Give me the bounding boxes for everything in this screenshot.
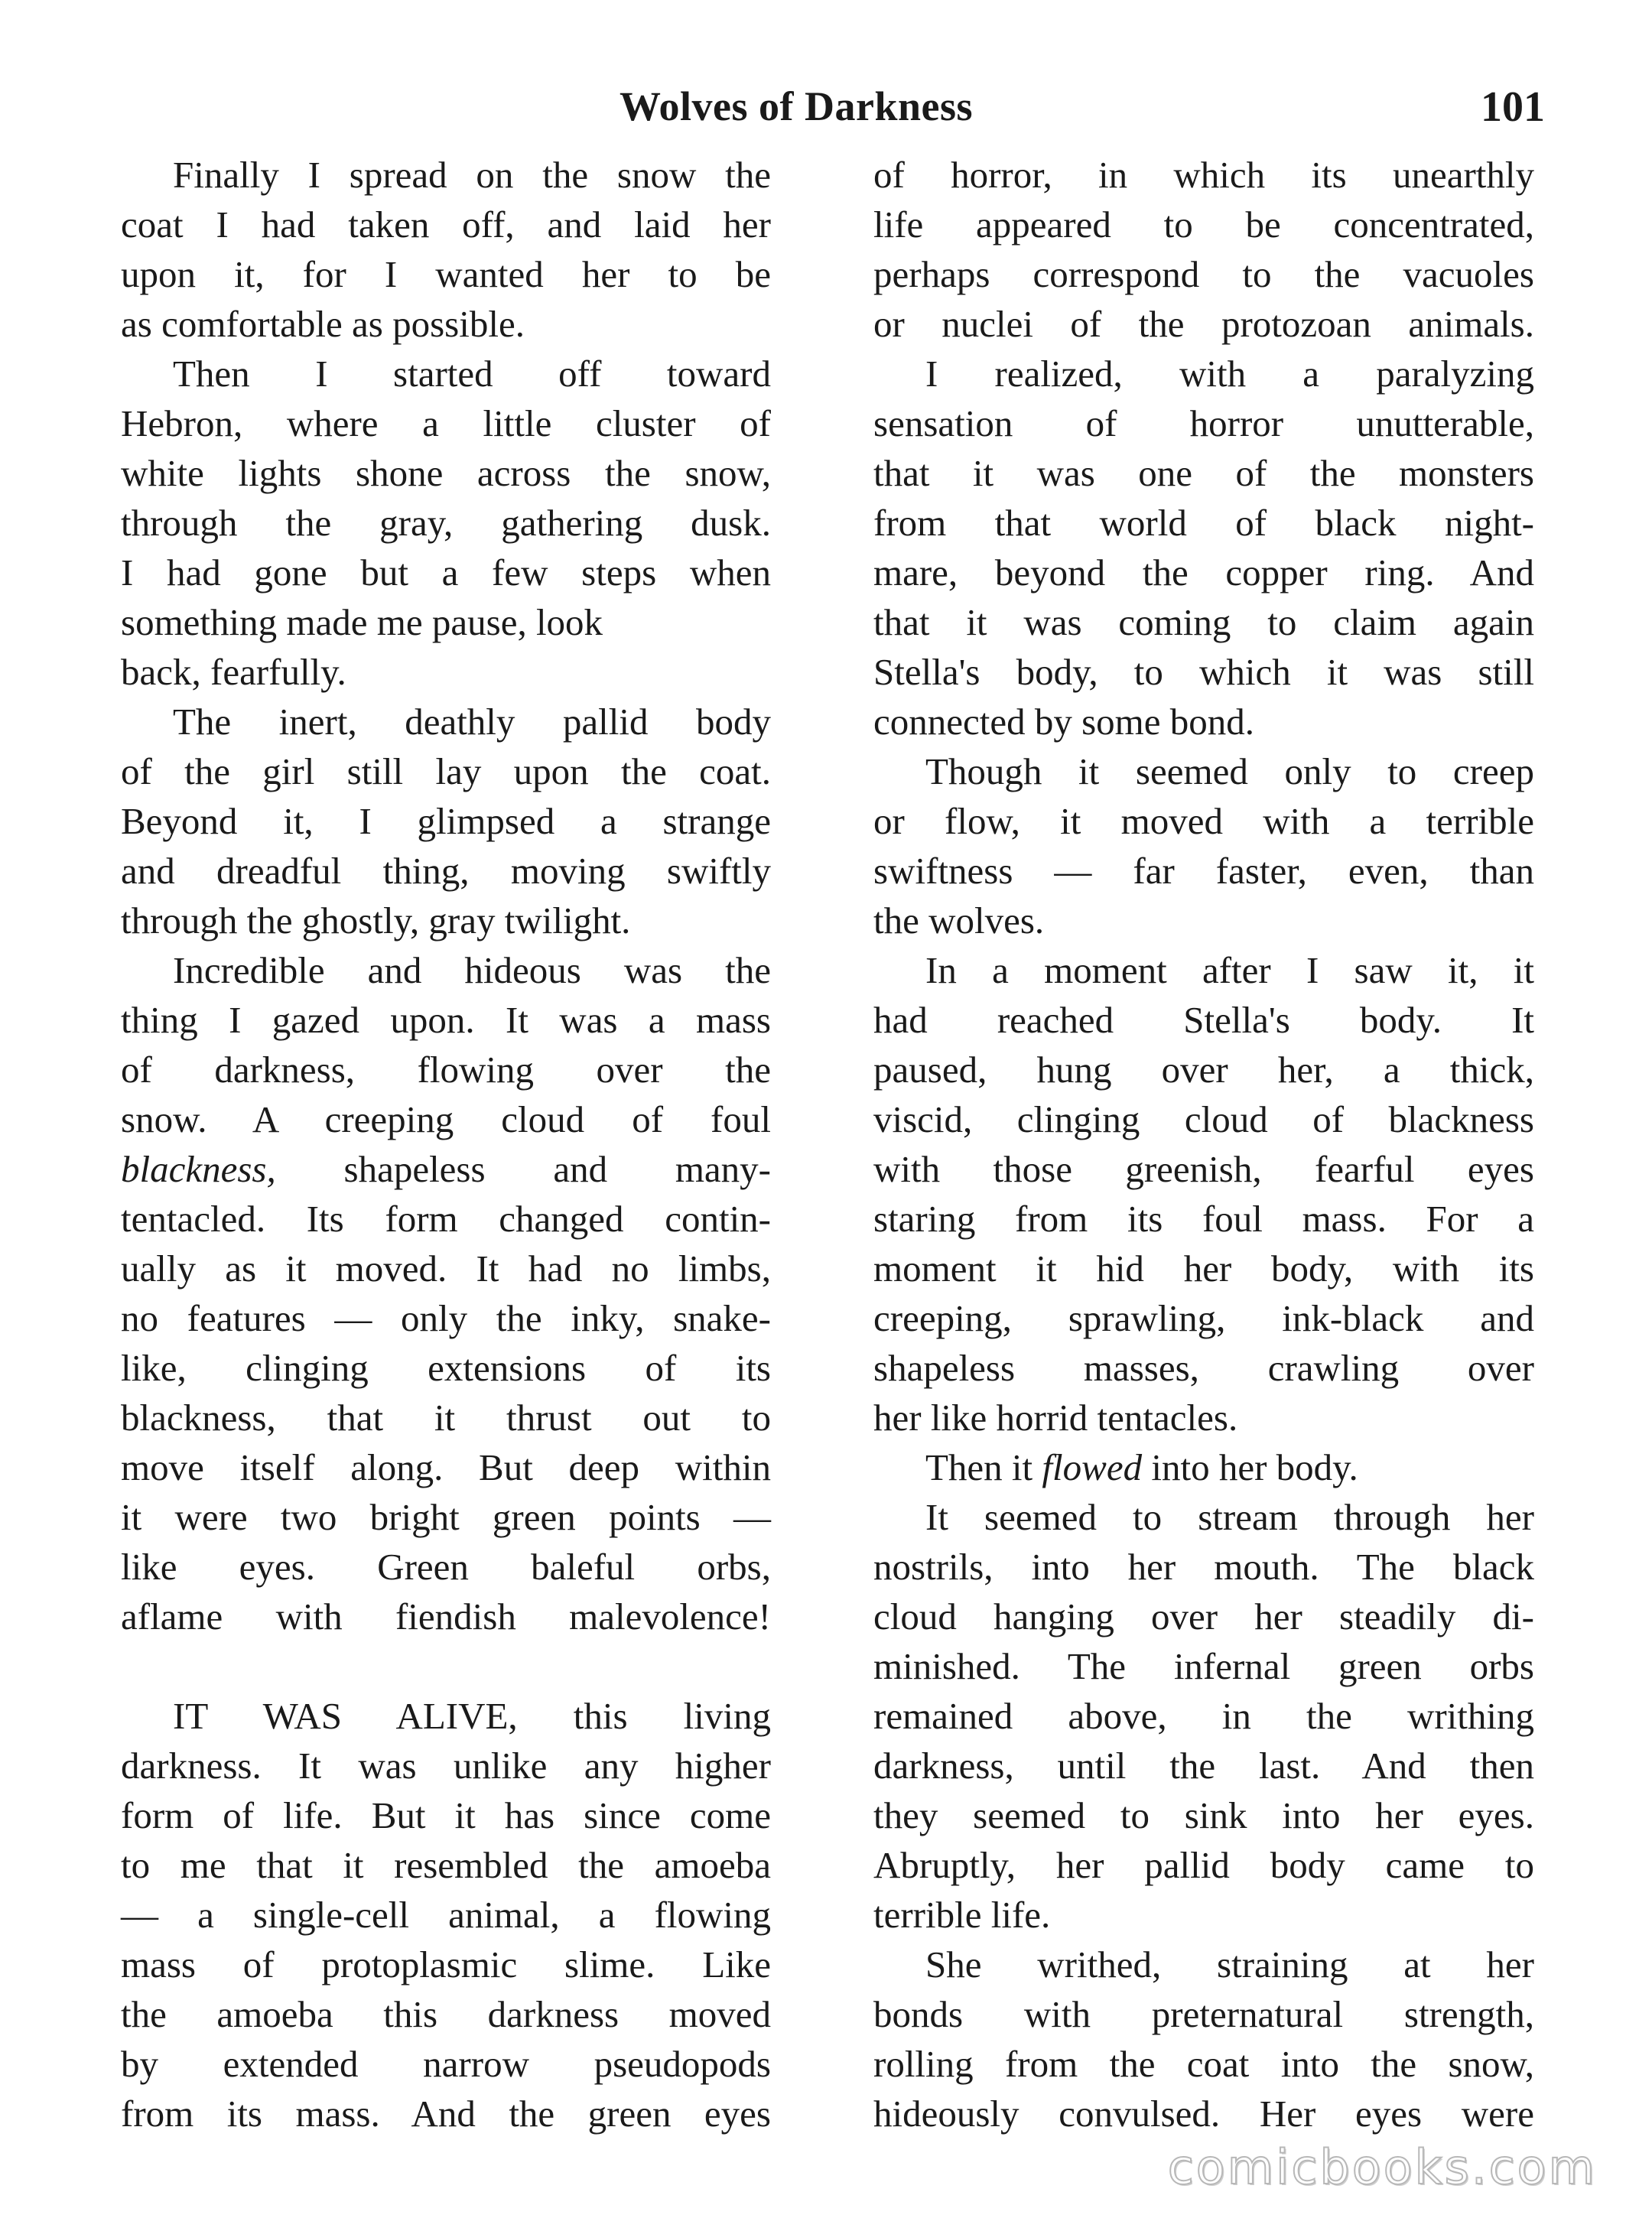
text-line: — a single-cell animal, a flowing <box>121 1894 771 1936</box>
text-line: rolling from the coat into the snow, <box>873 2043 1534 2085</box>
left-text-column <box>121 150 771 2138</box>
text-line: perhaps correspond to the vacuoles <box>873 253 1534 295</box>
text-line: thing I gazed upon. It was a mass <box>121 999 771 1041</box>
text-line: darkness. It was unlike any higher <box>121 1745 771 1787</box>
text-line: of horror, in which its unearthly <box>873 154 1534 196</box>
text-line: something made me pause, look <box>121 601 603 643</box>
text-line: and dreadful thing, moving swiftly <box>121 850 771 892</box>
text-line: I had gone but a few steps when <box>121 551 771 594</box>
text-line: nostrils, into her mouth. The black <box>873 1546 1534 1588</box>
text-line: the wolves. <box>873 899 1045 942</box>
text-line: as comfortable as possible. <box>121 303 525 345</box>
page-header <box>0 83 1652 144</box>
text-line: Though it seemed only to creep <box>925 750 1534 792</box>
text-line: or flow, it moved with a terrible <box>873 800 1534 842</box>
text-line: blackness, that it thrust out to <box>121 1397 771 1439</box>
text-line: shapeless masses, crawling over <box>873 1347 1534 1389</box>
paragraph-gap <box>121 1641 771 1691</box>
text-line: no features — only the inky, snake- <box>121 1297 771 1339</box>
text-line: viscid, clinging cloud of blackness <box>873 1098 1534 1140</box>
text-line: by extended narrow pseudopods <box>121 2043 771 2085</box>
text-line: staring from its foul mass. For a <box>873 1198 1534 1240</box>
text-line: minished. The infernal green orbs <box>873 1645 1534 1687</box>
text-line: or nuclei of the protozoan animals. <box>873 303 1534 345</box>
text-line: had reached Stella's body. It <box>873 999 1534 1041</box>
text-line: creeping, sprawling, ink-black and <box>873 1297 1534 1339</box>
text-line: aflame with fiendish malevolence! <box>121 1595 771 1637</box>
text-line: hideously convulsed. Her eyes were <box>873 2093 1534 2135</box>
text-line: like eyes. Green baleful orbs, <box>121 1546 771 1588</box>
text-line: of the girl still lay upon the coat. <box>121 750 771 792</box>
text-line: back, fearfully. <box>121 651 346 693</box>
text-line: The inert, deathly pallid body <box>173 701 771 743</box>
text-line: tentacled. Its form changed contin- <box>121 1198 771 1240</box>
text-line: I realized, with a paralyzing <box>925 353 1534 395</box>
text-line: her like horrid tentacles. <box>873 1397 1238 1439</box>
text-line: Beyond it, I glimpsed a strange <box>121 800 771 842</box>
text-line: In a moment after I saw it, it <box>925 949 1534 991</box>
text-line: darkness, until the last. And then <box>873 1745 1534 1787</box>
text-line: the amoeba this darkness moved <box>121 1993 771 2035</box>
text-line: She writhed, straining at her <box>925 1943 1534 1985</box>
text-line: through the gray, gathering dusk. <box>121 502 771 544</box>
text-line: from that world of black night- <box>873 502 1534 544</box>
text-line: It seemed to stream through her <box>925 1496 1534 1538</box>
watermark: comicbooks.com <box>1167 2139 1597 2195</box>
text-line: remained above, in the writhing <box>873 1695 1534 1737</box>
text-line: IT WAS ALIVE, this living <box>173 1695 771 1737</box>
text-line: that it was coming to claim again <box>873 601 1534 643</box>
text-line: from its mass. And the green eyes <box>121 2093 771 2135</box>
text-line: life appeared to be concentrated, <box>873 203 1534 246</box>
text-line: Then it flowed into her body. <box>925 1446 1358 1488</box>
text-line: bonds with preternatural strength, <box>873 1993 1534 2035</box>
text-line: Incredible and hideous was the <box>173 949 771 991</box>
right-text-column <box>873 150 1534 2138</box>
text-line: Stella's body, to which it was still <box>873 651 1534 693</box>
text-line: mass of protoplasmic slime. Like <box>121 1943 771 1985</box>
text-line: Finally I spread on the snow the <box>173 154 771 196</box>
running-title: Wolves of Darkness <box>620 83 974 129</box>
text-line: of darkness, flowing over the <box>121 1049 771 1091</box>
text-line: sensation of horror unutterable, <box>873 402 1534 444</box>
page-number: 101 <box>1481 83 1545 131</box>
text-line: Hebron, where a little cluster of <box>121 402 771 444</box>
text-line: ually as it moved. It had no limbs, <box>121 1247 771 1289</box>
text-line: form of life. But it has since come <box>121 1794 771 1836</box>
text-line: it were two bright green points — <box>121 1496 771 1538</box>
text-line: snow. A creeping cloud of foul <box>121 1098 771 1140</box>
text-line: mare, beyond the copper ring. And <box>873 551 1534 594</box>
text-line: through the ghostly, gray twilight. <box>121 899 631 942</box>
text-line: to me that it resembled the amoeba <box>121 1844 771 1886</box>
text-line: connected by some bond. <box>873 701 1255 743</box>
text-line: they seemed to sink into her eyes. <box>873 1794 1534 1836</box>
text-line: upon it, for I wanted her to be <box>121 253 771 295</box>
text-line: Abruptly, her pallid body came to <box>873 1844 1534 1886</box>
text-line: that it was one of the monsters <box>873 452 1534 494</box>
text-line: cloud hanging over her steadily di- <box>873 1595 1534 1637</box>
text-line: white lights shone across the snow, <box>121 452 771 494</box>
text-line: swiftness — far faster, even, than <box>873 850 1534 892</box>
text-line: paused, hung over her, a thick, <box>873 1049 1534 1091</box>
text-line: move itself along. But deep within <box>121 1446 771 1488</box>
text-line: blackness, shapeless and many- <box>121 1148 771 1190</box>
text-line: Then I started off toward <box>173 353 771 395</box>
text-line: like, clinging extensions of its <box>121 1347 771 1389</box>
text-line: with those greenish, fearful eyes <box>873 1148 1534 1190</box>
text-line: moment it hid her body, with its <box>873 1247 1534 1289</box>
text-line: terrible life. <box>873 1894 1051 1936</box>
text-line: coat I had taken off, and laid her <box>121 203 771 246</box>
